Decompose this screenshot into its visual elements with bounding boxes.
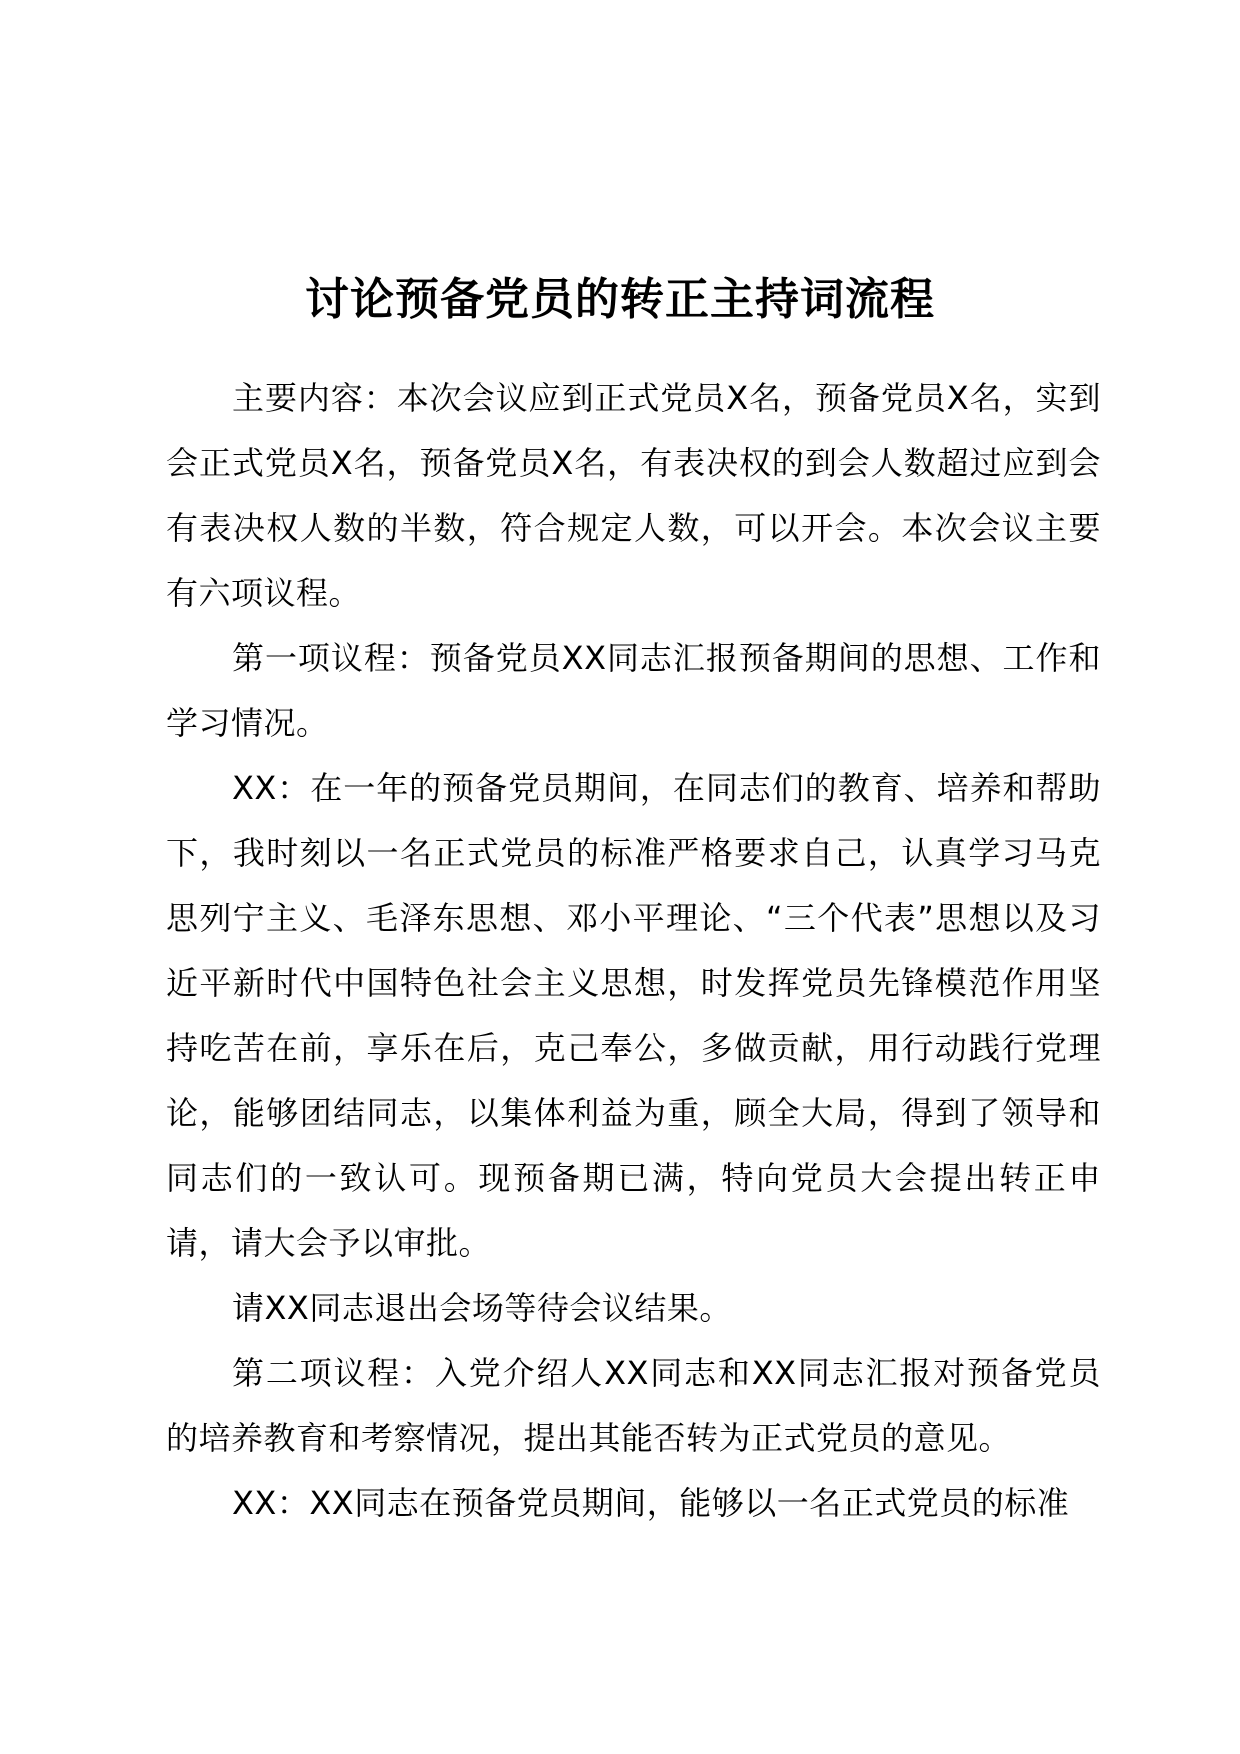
paragraph-report-xx: XX：在一年的预备党员期间，在同志们的教育、培养和帮助下，我时刻以一名正式党员的标准严格要求自己，认真学习马克思列宁主义、毛泽东思想、邓小平理论、“三个代表”思想以及习近平新时代中国特色社会主义思想，时发挥党员先锋模范作用坚持吃苦在前，享乐在后，克己奉公，多做贡献，用行动践行党理论，能够团结同志，以集体利益为重，顾全大局，得到了领导和同志们的一致认可。现预备期已满，特向党员大会提出转正申请，请大会予以审批。 bbox=[166, 769, 1101, 1262]
paragraph-leave-meeting: 请XX同志退出会场等待会议结果。 bbox=[232, 1289, 732, 1327]
paragraph-main-content: 主要内容：本次会议应到正式党员X名，预备党员X名，实到会正式党员X名，预备党员X名，有表决权的到会人数超过应到会有表决权人数的半数，符合规定人数，可以开会。本次会议主要有六项议程。 bbox=[166, 379, 1101, 612]
document-body bbox=[166, 366, 1101, 1536]
paragraph-introducer-report: XX：XX同志在预备党员期间，能够以一名正式党员的标准 bbox=[232, 1484, 1070, 1522]
document-title: 讨论预备党员的转正主持词流程 bbox=[305, 274, 935, 325]
paragraph-agenda-2: 第二项议程：入党介绍人XX同志和XX同志汇报对预备党员的培养教育和考察情况，提出其能否转为正式党员的意见。 bbox=[166, 1354, 1101, 1457]
paragraph-agenda-1: 第一项议程：预备党员XX同志汇报预备期间的思想、工作和学习情况。 bbox=[166, 639, 1101, 742]
